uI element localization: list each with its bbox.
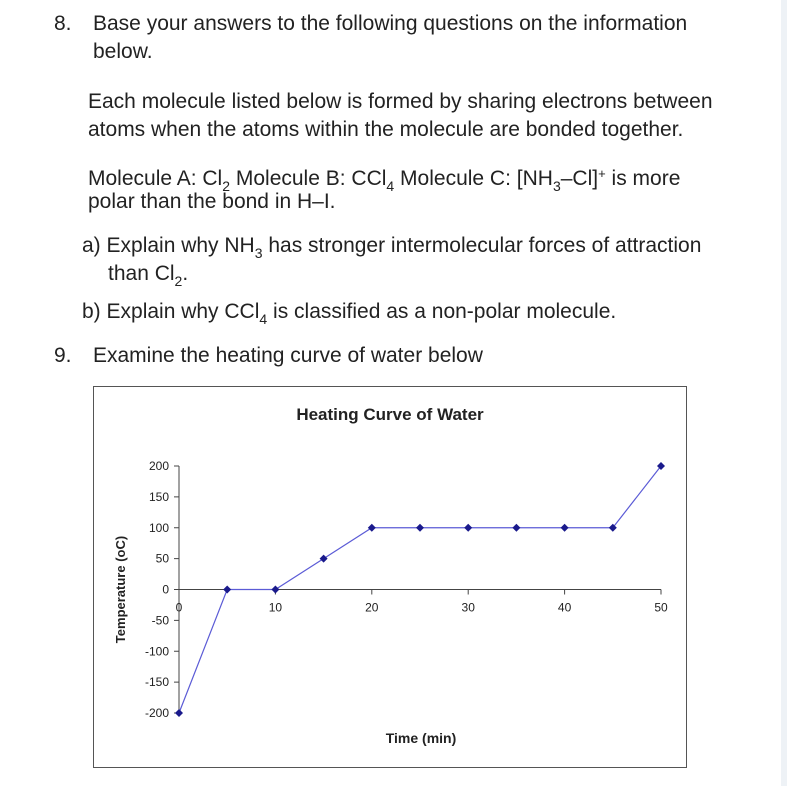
y-tick-label: -200: [144, 706, 169, 720]
x-tick-label: 20: [365, 600, 379, 615]
molecule-b-label: Molecule B: CCl: [230, 167, 387, 190]
data-point: [320, 555, 328, 563]
question-9-text: Examine the heating curve of water below: [93, 344, 483, 367]
y-tick-label: 0: [162, 582, 169, 597]
part-b-line: [82, 298, 616, 333]
question-9-number: 9.: [54, 344, 72, 367]
page-edge: [781, 0, 787, 786]
part-b-prefix: b) Explain why CCl: [82, 300, 260, 323]
molecule-a-subscript: 2: [222, 178, 231, 194]
data-point: [464, 524, 472, 532]
question-8-intro-line2: below.: [93, 40, 153, 63]
part-a-rest: has stronger intermolecular forces of attraction: [262, 234, 702, 257]
x-tick-label: 10: [268, 600, 283, 615]
part-a-subscript: 3: [254, 245, 263, 261]
data-point: [175, 709, 183, 717]
heating-curve-chart: [93, 386, 687, 768]
part-a-line2-end: .: [182, 262, 189, 285]
x-tick-label: 50: [654, 600, 668, 615]
molecule-c-superscript: +: [598, 166, 606, 181]
paragraph-line1: Each molecule listed below is formed by sharing electrons between: [88, 90, 713, 113]
molecule-b-subscript: 4: [386, 178, 395, 194]
y-axis-label: Temperature (oC): [113, 535, 128, 644]
part-b-subscript: 4: [259, 311, 268, 327]
x-axis-label: Time (min): [385, 730, 457, 746]
data-point: [512, 524, 520, 532]
question-8-intro-line1: Base your answers to the following questions on the information: [93, 12, 688, 35]
part-a-line2-start: than Cl: [108, 262, 175, 285]
chart-svg: [94, 387, 686, 767]
molecule-c-tail: is more: [605, 167, 681, 190]
molecule-a-label: Molecule A: Cl: [88, 167, 223, 190]
y-tick-label: 100: [148, 520, 169, 535]
x-tick-label: 40: [557, 600, 572, 615]
molecule-c-label: Molecule C: [NH: [394, 167, 553, 190]
molecule-c-subscript: 3: [552, 178, 561, 194]
part-b-rest: is classified as a non-polar molecule.: [267, 300, 617, 323]
data-point: [223, 586, 231, 594]
data-point: [561, 524, 569, 532]
part-a-prefix: a) Explain why NH: [82, 234, 255, 257]
part-a-line2-subscript: 2: [174, 273, 183, 289]
data-point: [416, 524, 424, 532]
x-tick-label: 0: [175, 600, 183, 615]
y-tick-label: -50: [151, 613, 169, 628]
molecule-c-rest: –Cl]: [560, 167, 599, 190]
y-tick-label: 200: [148, 459, 169, 473]
part-a-line2: [108, 260, 188, 295]
y-tick-label: -150: [144, 675, 169, 690]
data-point: [271, 586, 279, 594]
chart-title: Heating Curve of Water: [296, 405, 484, 424]
data-point: [368, 524, 376, 532]
y-tick-label: 50: [155, 551, 169, 566]
question-8-number: 8.: [54, 12, 72, 35]
x-tick-label: 30: [461, 600, 475, 615]
y-tick-label: 150: [148, 489, 169, 504]
y-tick-label: -100: [144, 644, 169, 659]
paragraph-line2: atoms when the atoms within the molecule are bonded together.: [88, 118, 684, 141]
molecule-list-line2: polar than the bond in H–I.: [88, 190, 336, 213]
